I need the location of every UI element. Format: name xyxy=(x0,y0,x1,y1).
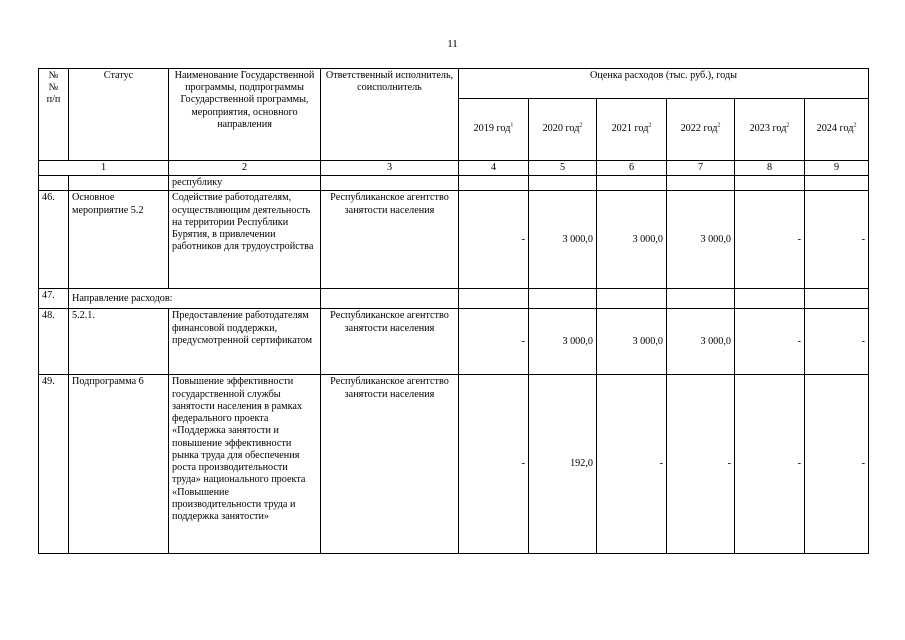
row-value-2019: - xyxy=(459,191,529,289)
row-empty-cell xyxy=(805,289,869,309)
row-num xyxy=(39,176,69,191)
row-name: республику xyxy=(169,176,321,191)
row-empty-cell xyxy=(735,289,805,309)
row-value-2020 xyxy=(529,176,597,191)
table-row xyxy=(39,289,869,309)
row-status: Основное мероприятие 5.2 xyxy=(69,191,169,289)
row-responsible: Республиканское агентство занятости населения xyxy=(321,375,459,554)
header-num: № № п/п xyxy=(39,69,69,161)
header-status: Статус xyxy=(69,69,169,161)
col-number-2: 2 xyxy=(169,161,321,176)
row-value-2023: - xyxy=(735,191,805,289)
col-number-9: 9 xyxy=(805,161,869,176)
row-status xyxy=(69,176,169,191)
row-value-2022 xyxy=(667,176,735,191)
row-value-2020: 192,0 xyxy=(529,375,597,554)
row-value-2021: 3 000,0 xyxy=(597,309,667,375)
row-value-2024: - xyxy=(805,191,869,289)
header-year-2023: 2023 год$^2$ xyxy=(735,99,805,161)
row-value-2022: - xyxy=(667,375,735,554)
header-year-2024: 2024 год$^2$ xyxy=(805,99,869,161)
col-number-7: 7 xyxy=(667,161,735,176)
row-value-2020: 3 000,0 xyxy=(529,309,597,375)
row-value-2024: - xyxy=(805,375,869,554)
row-num: 47. xyxy=(39,289,69,309)
row-value-2021: 3 000,0 xyxy=(597,191,667,289)
row-value-2021: - xyxy=(597,375,667,554)
table-row xyxy=(39,309,869,375)
row-responsible: Республиканское агентство занятости населения xyxy=(321,191,459,289)
header-year-2021: 2021 год$^2$ xyxy=(597,99,667,161)
row-value-2019 xyxy=(459,176,529,191)
row-name: Предоставление работодателям финансовой поддержки, предусмотренной сертификатом xyxy=(169,309,321,375)
col-number-8: 8 xyxy=(735,161,805,176)
row-status: 5.2.1. xyxy=(69,309,169,375)
row-responsible: Республиканское агентство занятости населения xyxy=(321,309,459,375)
page-number: 11 xyxy=(447,38,458,50)
row-num: 46. xyxy=(39,191,69,289)
header-row xyxy=(39,69,869,99)
row-empty-cell xyxy=(597,289,667,309)
row-value-2019: - xyxy=(459,375,529,554)
row-empty-cell xyxy=(529,289,597,309)
header-estimate: Оценка расходов (тыс. руб.), годы xyxy=(459,69,869,99)
row-empty-cell xyxy=(667,289,735,309)
row-value-2024 xyxy=(805,176,869,191)
row-value-2024: - xyxy=(805,309,869,375)
row-value-2022: 3 000,0 xyxy=(667,309,735,375)
row-name: Содействие работодателям, осуществляющим деятельность на территории Республики Бурятия, в привлечении работников для трудоустройства xyxy=(169,191,321,289)
col-number-5: 5 xyxy=(529,161,597,176)
header-year-2022: 2022 год$^2$ xyxy=(667,99,735,161)
header-name: Наименование Государственной программы, подпрограммы Государственной программы, мероприятия, основного направления xyxy=(169,69,321,161)
header-year-2019: 2019 год$^1$ xyxy=(459,99,529,161)
table-row xyxy=(39,191,869,289)
row-responsible xyxy=(321,176,459,191)
row-empty-cell xyxy=(459,289,529,309)
budget-table xyxy=(38,68,869,554)
row-name: Повышение эффективности государственной службы занятости населения в рамках федерального проекта «Поддержка занятости и повышение эффективности рынка труда для обеспечения роста производительности труда» национального проекта «Повышение производительности труда и поддержка занятости» xyxy=(169,375,321,554)
column-number-row xyxy=(39,161,869,176)
header-responsible: Ответственный исполнитель, соисполнитель xyxy=(321,69,459,161)
row-value-2023: - xyxy=(735,375,805,554)
row-value-2023: - xyxy=(735,309,805,375)
table-row xyxy=(39,375,869,554)
col-number-3: 3 xyxy=(321,161,459,176)
row-num: 49. xyxy=(39,375,69,554)
col-number-4: 4 xyxy=(459,161,529,176)
row-value-2019: - xyxy=(459,309,529,375)
row-num: 48. xyxy=(39,309,69,375)
row-value-2021 xyxy=(597,176,667,191)
col-number-6: 6 xyxy=(597,161,667,176)
row-section-label: Направление расходов: xyxy=(69,289,321,309)
table-row xyxy=(39,176,869,191)
row-value-2022: 3 000,0 xyxy=(667,191,735,289)
row-empty-cell xyxy=(321,289,459,309)
col-number-1: 1 xyxy=(39,161,169,176)
row-value-2023 xyxy=(735,176,805,191)
header-year-2020: 2020 год$^2$ xyxy=(529,99,597,161)
row-value-2020: 3 000,0 xyxy=(529,191,597,289)
row-status: Подпрограмма 6 xyxy=(69,375,169,554)
